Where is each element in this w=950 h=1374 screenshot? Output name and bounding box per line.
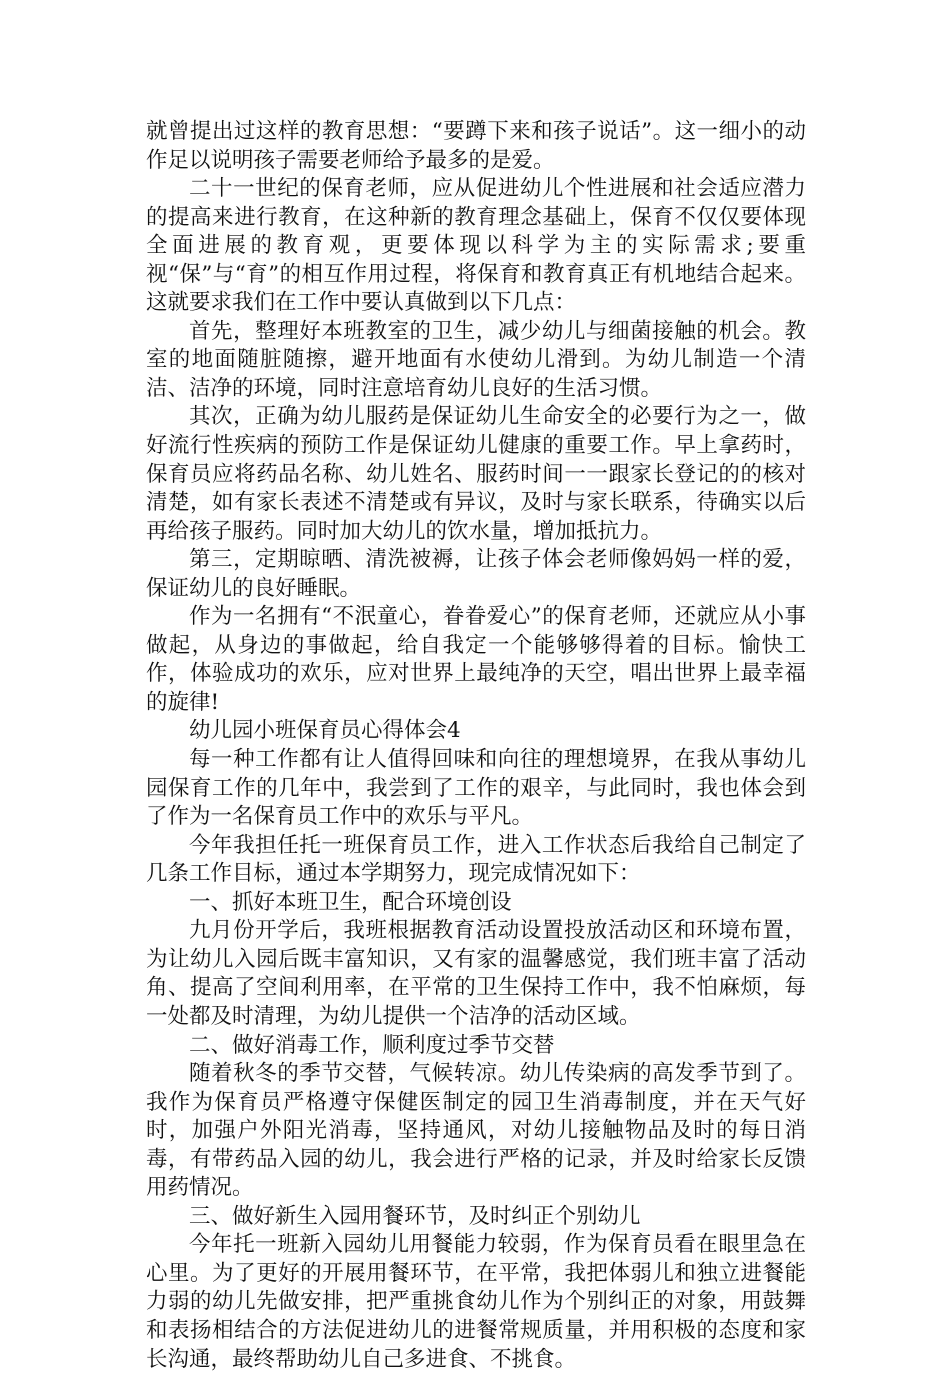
subheading: 三、做好新生入园用餐环节，及时纠正个别幼儿: [189, 1203, 641, 1229]
paragraph: 随着秋冬的季节交替，气候转凉。幼儿传染病的高发季节到了。我作为保育员严格遵守保健医制定的园卫生消毒制度，并在天气好时，加强户外阳光消毒，坚持通风，对幼儿接触物品及时的每日消毒，有带药品入园的幼儿，我会进行严格的记录，并及时给家长反馈用药情况。: [146, 1061, 806, 1201]
paragraph: 九月份开学后，我班根据教育活动设置投放活动区和环境布置，为让幼儿入园后既丰富知识，又有家的温馨感觉，我们班丰富了活动角、提高了空间利用率，在平常的卫生保持工作中，我不怕麻烦，每一处都及时清理，为幼儿提供一个洁净的活动区域。: [146, 918, 806, 1029]
paragraph: 作为一名拥有“不泯童心，眷眷爱心”的保育老师，还就应从小事做起，从身边的事做起，给自我定一个能够够得着的目标。愉快工作，体验成功的欢乐，应对世界上最纯净的天空，唱出世界上最幸福的旋律!: [146, 604, 806, 715]
paragraph: 今年我担任托一班保育员工作，进入工作状态后我给自己制定了几条工作目标，通过本学期努力，现完成情况如下：: [146, 832, 806, 887]
subheading: 一、抓好本班卫生，配合环境创设: [189, 889, 512, 915]
document-page: [146, 118, 806, 1374]
paragraph: 每一种工作都有让人值得回味和向往的理想境界，在我从事幼儿园保育工作的几年中，我尝到了工作的艰辛，与此同时，我也体会到了作为一名保育员工作中的欢乐与平凡。: [146, 747, 806, 830]
paragraph: 其次，正确为幼儿服药是保证幼儿生命安全的必要行为之一，做好流行性疾病的预防工作是保证幼儿健康的重要工作。早上拿药时，保育员应将药品名称、幼儿姓名、服药时间一一跟家长登记的的核对清楚，如有家长表述不清楚或有异议，及时与家长联系，待确实以后再给孩子服药。同时加大幼儿的饮水量，增加抵抗力。: [146, 404, 806, 544]
section-title: 幼儿园小班保育员心得体会4: [189, 718, 461, 744]
paragraph: 二十一世纪的保育老师，应从促进幼儿个性进展和社会适应潜力的提高来进行教育，在这种新的教育理念基础上，保育不仅仅要体现全面进展的教育观，更要体现以科学为主的实际需求;要重视“保”与“育”的相互作用过程，将保育和教育真正有机地结合起来。这就要求我们在工作中要认真做到以下几点：: [146, 176, 806, 316]
subheading: 二、做好消毒工作，顺利度过季节交替: [189, 1032, 555, 1058]
paragraph: 就曾提出过这样的教育思想：“要蹲下来和孩子说话”。这一细小的动作足以说明孩子需要老师给予最多的是爱。: [146, 119, 806, 173]
paragraph: 首先，整理好本班教室的卫生，减少幼儿与细菌接触的机会。教室的地面随脏随擦，避开地面有水使幼儿滑到。为幼儿制造一个清洁、洁净的环境，同时注意培育幼儿良好的生活习惯。: [146, 318, 806, 401]
paragraph: 第三，定期晾晒、清洗被褥，让孩子体会老师像妈妈一样的爱，保证幼儿的良好睡眠。: [146, 547, 806, 601]
paragraph: 今年托一班新入园幼儿用餐能力较弱，作为保育员看在眼里急在心里。为了更好的开展用餐环节，在平常，我把体弱儿和独立进餐能力弱的幼儿先做安排，把严重挑食幼儿作为个别纠正的对象，用鼓舞和表扬相结合的方法促进幼儿的进餐常规质量，并用积极的态度和家长沟通，最终帮助幼儿自己多进食、不挑食。: [146, 1232, 806, 1372]
